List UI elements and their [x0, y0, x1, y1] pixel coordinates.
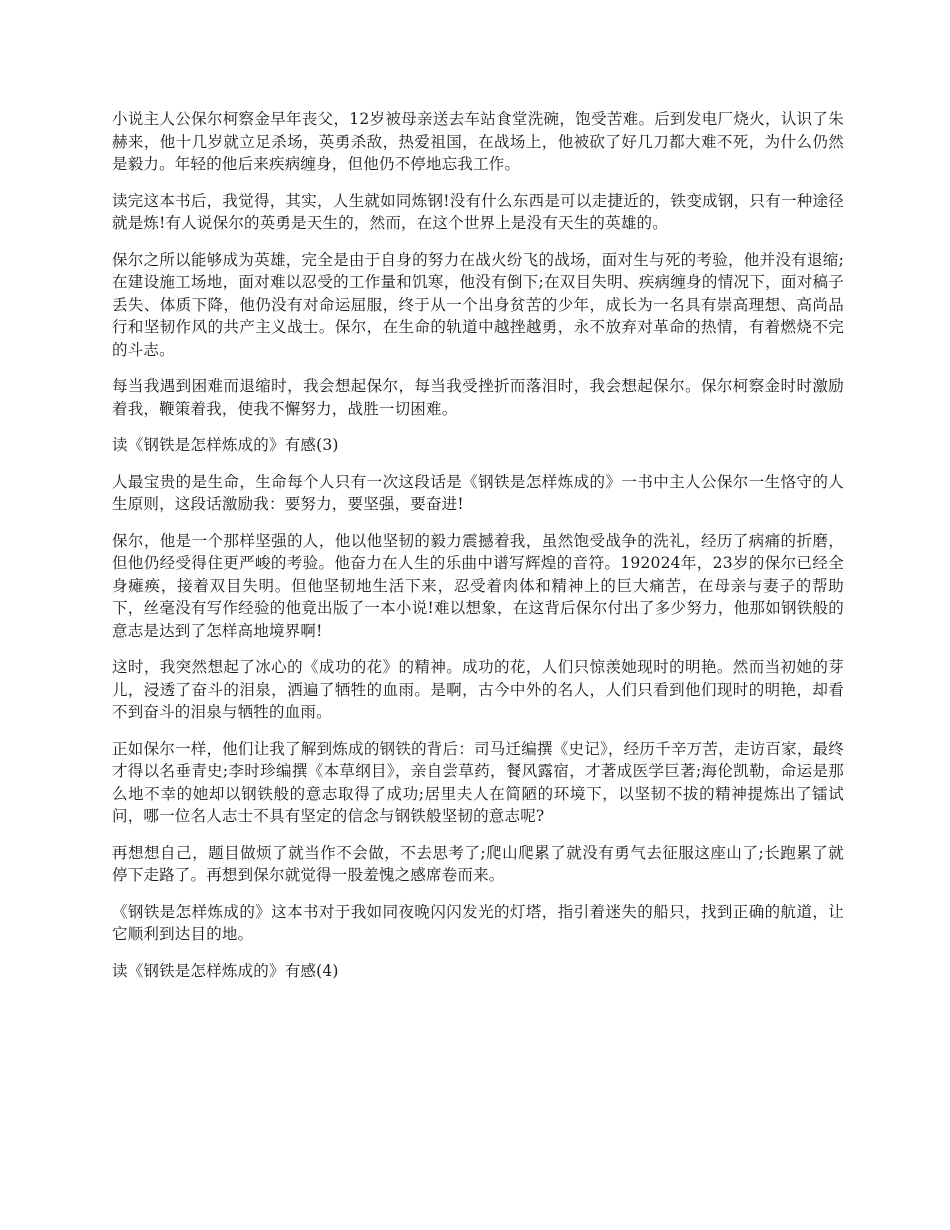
section-heading-3: 读《钢铁是怎样炼成的》有感(3)	[112, 436, 339, 454]
paragraph-10: 《钢铁是怎样炼成的》这本书对于我如同夜晚闪闪发光的灯塔，指引着迷失的船只，找到正确的航道，让它顺利到达目的地。	[112, 902, 844, 943]
paragraph-7: 这时，我突然想起了冰心的《成功的花》的精神。成功的花，人们只惊羡她现时的明艳。然而当初她的芽儿，浸透了奋斗的泪泉，洒遍了牺牲的血雨。是啊，古今中外的名人，人们只看到他们现时的明艳，却看不到奋斗的泪泉与牺牲的血雨。	[112, 658, 844, 721]
paragraph-9: 再想想自己，题目做烦了就当作不会做，不去思考了;爬山爬累了就没有勇气去征服这座山了;长跑累了就停下走路了。再想到保尔就觉得一股羞愧之感席卷而来。	[112, 843, 844, 884]
paragraph-8: 正如保尔一样，他们让我了解到炼成的钢铁的背后：司马迁编撰《史记》，经历千辛万苦，走访百家，最终才得以名垂青史;李时珍编撰《本草纲目》，亲自尝草药，餐风露宿，才著成医学巨著;海伦凯勒，命运是那么地不幸的她却以钢铁般的意志取得了成功;居里夫人在简陋的环境下，以坚韧不拔的精神提炼出了镭试问，哪一位名人志士不具有坚定的信念与钢铁般坚韧的意志呢?	[112, 739, 844, 825]
paragraph-2: 读完这本书后，我觉得，其实，人生就如同炼钢!没有什么东西是可以走捷近的，铁变成钢，只有一种途径就是炼!有人说保尔的英勇是天生的，然而，在这个世界上是没有天生的英雄的。	[112, 191, 844, 232]
paragraph-5: 人最宝贵的是生命，生命每个人只有一次这段话是《钢铁是怎样炼成的》一书中主人公保尔一生恪守的人生原则，这段话激励我：要努力，要坚强，要奋进!	[112, 472, 844, 513]
paragraph-1: 小说主人公保尔柯察金早年丧父，12岁被母亲送去车站食堂洗碗，饱受苦难。后到发电厂烧火，认识了朱赫来，他十几岁就立足杀场，英勇杀敌，热爱祖国，在战场上，他被砍了好几刀都大难不死，为什么仍然是毅力。年轻的他后来疾病缠身，但他仍不停地忘我工作。	[112, 110, 844, 173]
paragraph-4: 每当我遇到困难而退缩时，我会想起保尔，每当我受挫折而落泪时，我会想起保尔。保尔柯察金时时激励着我，鞭策着我，使我不懈努力，战胜一切困难。	[112, 377, 844, 418]
section-heading-4: 读《钢铁是怎样炼成的》有感(4)	[112, 961, 339, 980]
document-body	[112, 108, 844, 996]
paragraph-3: 保尔之所以能够成为英雄，完全是由于自身的努力在战火纷飞的战场，面对生与死的考验，他并没有退缩;在建设施工场地，面对难以忍受的工作量和饥寒，他没有倒下;在双目失明、疾病缠身的情况下，面对稿子丢失、体质下降，他仍没有对命运屈服，终于从一个出身贫苦的少年，成长为一名具有崇高理想、高尚品行和坚韧作风的共产主义战士。保尔，在生命的轨道中越挫越勇，永不放弃对革命的热情，有着燃烧不完的斗志。	[112, 250, 844, 359]
paragraph-6: 保尔，他是一个那样坚强的人，他以他坚韧的毅力震撼着我，虽然饱受战争的洗礼，经历了病痛的折磨，但他仍经受得住更严峻的考验。他奋力在人生的乐曲中谱写辉煌的音符。192024年，23岁的保尔已经全身瘫痪，接着双目失明。但他坚韧地生活下来，忍受着肉体和精神上的巨大痛苦，在母亲与妻子的帮助下，丝毫没有写作经验的他竟出版了一本小说!难以想象，在这背后保尔付出了多少努力，他那如钢铁般的意志是达到了怎样高地境界啊!	[112, 531, 844, 640]
